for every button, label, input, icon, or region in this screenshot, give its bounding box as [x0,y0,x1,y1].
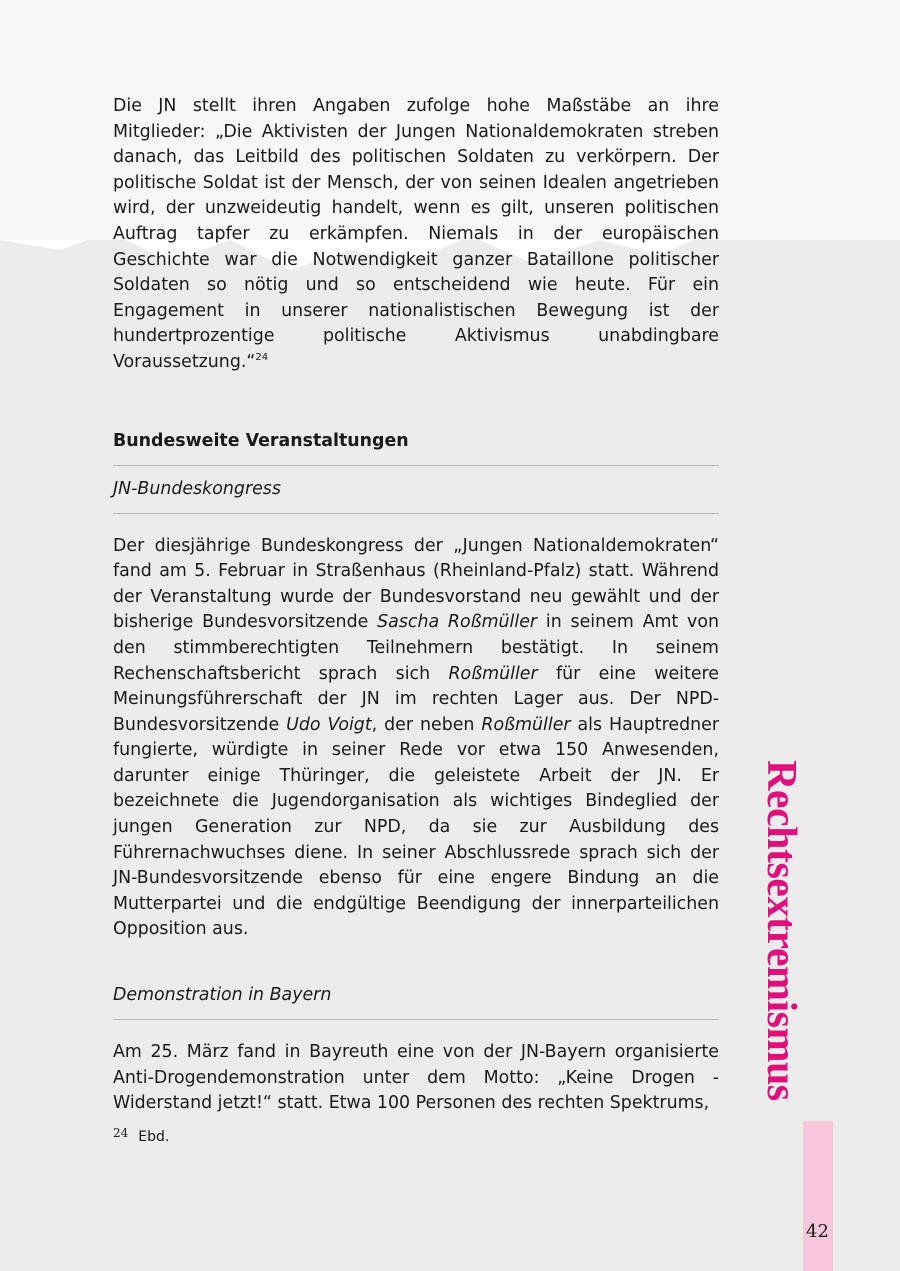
person-name: Udo Voigt [286,714,372,735]
chapter-color-bar [803,1121,833,1271]
person-name: Roßmüller [448,663,538,684]
footnote-text: Ebd. [138,1129,170,1145]
footnote-number: 24 [113,1126,129,1140]
page-number: 42 [806,1221,829,1242]
intro-paragraph: Die JN stellt ihren Angaben zufolge hohe Maßstäbe an ihre Mitglieder: „Die Aktivisten der Jungen Nationaldemokraten streben danach, das Leitbild des politischen Soldaten zu verkörpern. Der politische Soldat ist der Mensch, der von seinen Idealen angetrieben wird, der unzweideutig handelt, wenn es gilt, unseren politischen Auftrag tapfer zu erkämpfen. Niemals in der europäischen Geschichte war die Notwendigkeit ganzer Bataillone politischer Soldaten so nötig und so entscheidend wie heute. Für ein Engagement in unserer nationalistischen Bewegung ist der hundertprozentige politische Aktivismus unabdingbare Voraussetzung.“$^{24}$ [113,96,719,372]
footnote-reference[interactable]: 24 [255,351,269,363]
person-name: Sascha Roßmüller [377,612,538,633]
side-chapter-title [758,760,835,1101]
person-name: Roßmüller [481,714,571,735]
demonstration-paragraph: Am 25. März fand in Bayreuth eine von der JN-Bayern organisierte Anti-Drogendemonstration unter dem Motto: „Keine Drogen - Widerstand jetzt!“ statt. Etwa 100 Personen des rechten Spektrums, [113,1042,719,1114]
subheading-demonstration: Demonstration in Bayern [113,985,332,1006]
main-content [113,94,719,1117]
section-heading: Bundesweite Veranstaltungen [113,430,409,451]
subheading-bundeskongress: JN-Bundeskongress [113,478,281,499]
bundeskongress-paragraph: Der diesjährige Bundeskongress der „Jungen Nationaldemokraten“ fand am 5. Februar in Straßenhaus (Rheinland-Pfalz) statt. Während der Veranstaltung wurde der Bundesvorstand neu gewählt und der bisherige Bundesvorsitzende Sascha Roßmüller in seinem Amt von den stimmberechtigten Teilnehmern bestätigt. In seinem Rechenschaftsbericht sprach sich Roßmüller für eine weitere Meinungsführerschaft der JN im rechten Lager aus. Der NPD-Bundesvorsitzende Udo Voigt, der neben Roßmüller als Hauptredner fungierte, würdigte in seiner Rede vor etwa 150 Anwesenden, darunter einige Thüringer, die geleistete Arbeit der JN. Er bezeichnete die Jugendorganisation als wichtiges Bindeglied der jungen Generation zur NPD, da sie zur Ausbildung des Führernachwuchses diene. In seiner Abschlussrede sprach sich der JN-Bundesvorsitzende ebenso für eine engere Bindung an die Mutterpartei und die endgültige Beendigung der innerparteilichen Opposition aus. [113,535,719,940]
footnote [113,1126,169,1145]
chapter-title-text: Rechtsextremismus [758,760,804,1101]
